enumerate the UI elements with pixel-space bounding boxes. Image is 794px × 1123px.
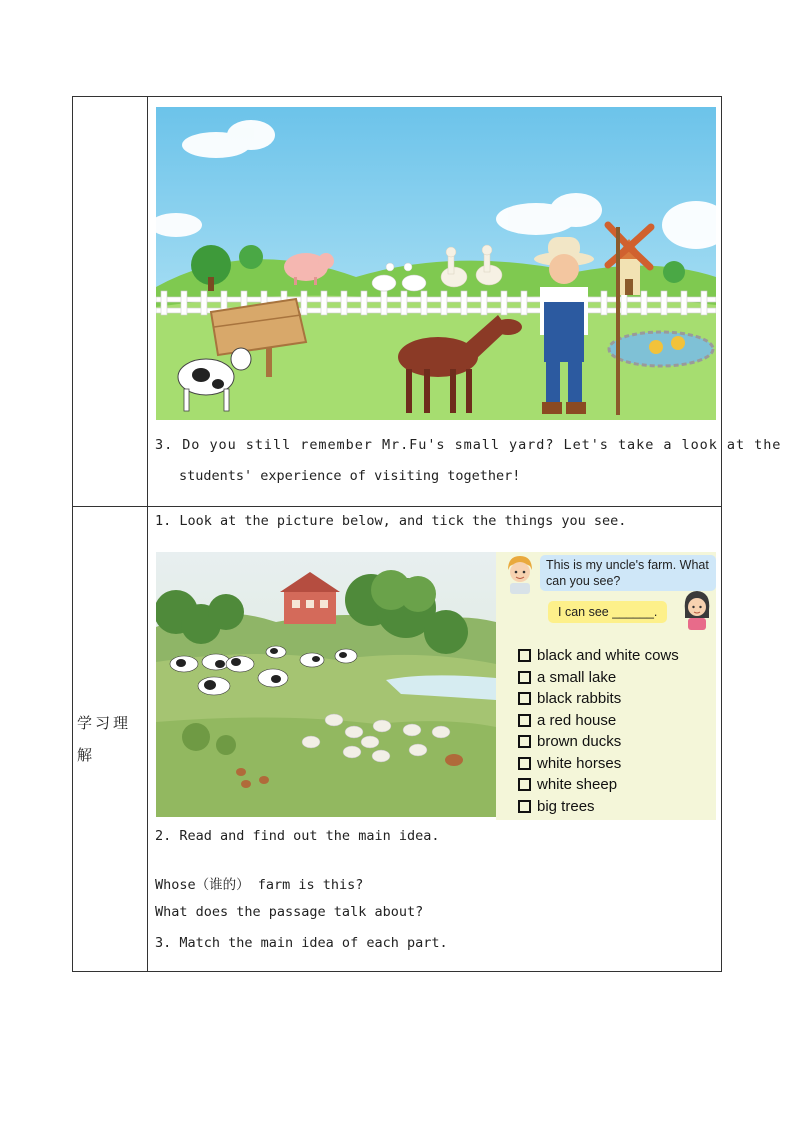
checkbox-icon[interactable] bbox=[518, 671, 531, 684]
task1-instruction: 1. Look at the picture below, and tick the things you see. bbox=[155, 513, 627, 529]
task3-instruction: 3. Match the main idea of each part. bbox=[155, 935, 448, 951]
farm-picture bbox=[156, 552, 496, 817]
checkbox-icon[interactable] bbox=[518, 778, 531, 791]
option-item[interactable]: black and white cows bbox=[518, 645, 679, 667]
task2-instruction: 2. Read and find out the main idea. bbox=[155, 828, 440, 844]
checkbox-icon[interactable] bbox=[518, 800, 531, 813]
checkbox-icon[interactable] bbox=[518, 757, 531, 770]
option-item[interactable]: white sheep bbox=[518, 774, 679, 796]
option-item[interactable]: black rabbits bbox=[518, 688, 679, 710]
task2-question-2: What does the passage talk about? bbox=[155, 904, 424, 920]
dialogue-panel bbox=[496, 552, 716, 820]
checkbox-icon[interactable] bbox=[518, 649, 531, 662]
option-item[interactable]: a small lake bbox=[518, 667, 679, 689]
warmup-item-3-continued: students' experience of visiting together! bbox=[179, 468, 521, 484]
column-divider bbox=[147, 97, 148, 971]
lesson-table bbox=[72, 96, 782, 972]
row-divider bbox=[73, 506, 721, 507]
cartoon-farm-illustration bbox=[156, 107, 716, 420]
girl-avatar-icon bbox=[682, 588, 712, 630]
option-item[interactable]: big trees bbox=[518, 796, 679, 818]
checkbox-icon[interactable] bbox=[518, 735, 531, 748]
girl-speech-bubble: I can see ______. bbox=[548, 601, 667, 623]
checkbox-icon[interactable] bbox=[518, 714, 531, 727]
boy-avatar-icon bbox=[504, 554, 536, 594]
checkbox-icon[interactable] bbox=[518, 692, 531, 705]
section-label: 学习理解 bbox=[77, 714, 132, 764]
option-item[interactable]: a red house bbox=[518, 710, 679, 732]
option-item[interactable]: white horses bbox=[518, 753, 679, 775]
task2-question-1: Whose（谁的） farm is this? bbox=[155, 877, 364, 893]
options-list bbox=[518, 645, 679, 817]
option-item[interactable]: brown ducks bbox=[518, 731, 679, 753]
boy-speech-bubble: This is my uncle's farm. What can you see? bbox=[540, 555, 716, 591]
warmup-item-3: 3. Do you still remember Mr.Fu's small yard? Let's take a look at the bbox=[155, 437, 782, 453]
